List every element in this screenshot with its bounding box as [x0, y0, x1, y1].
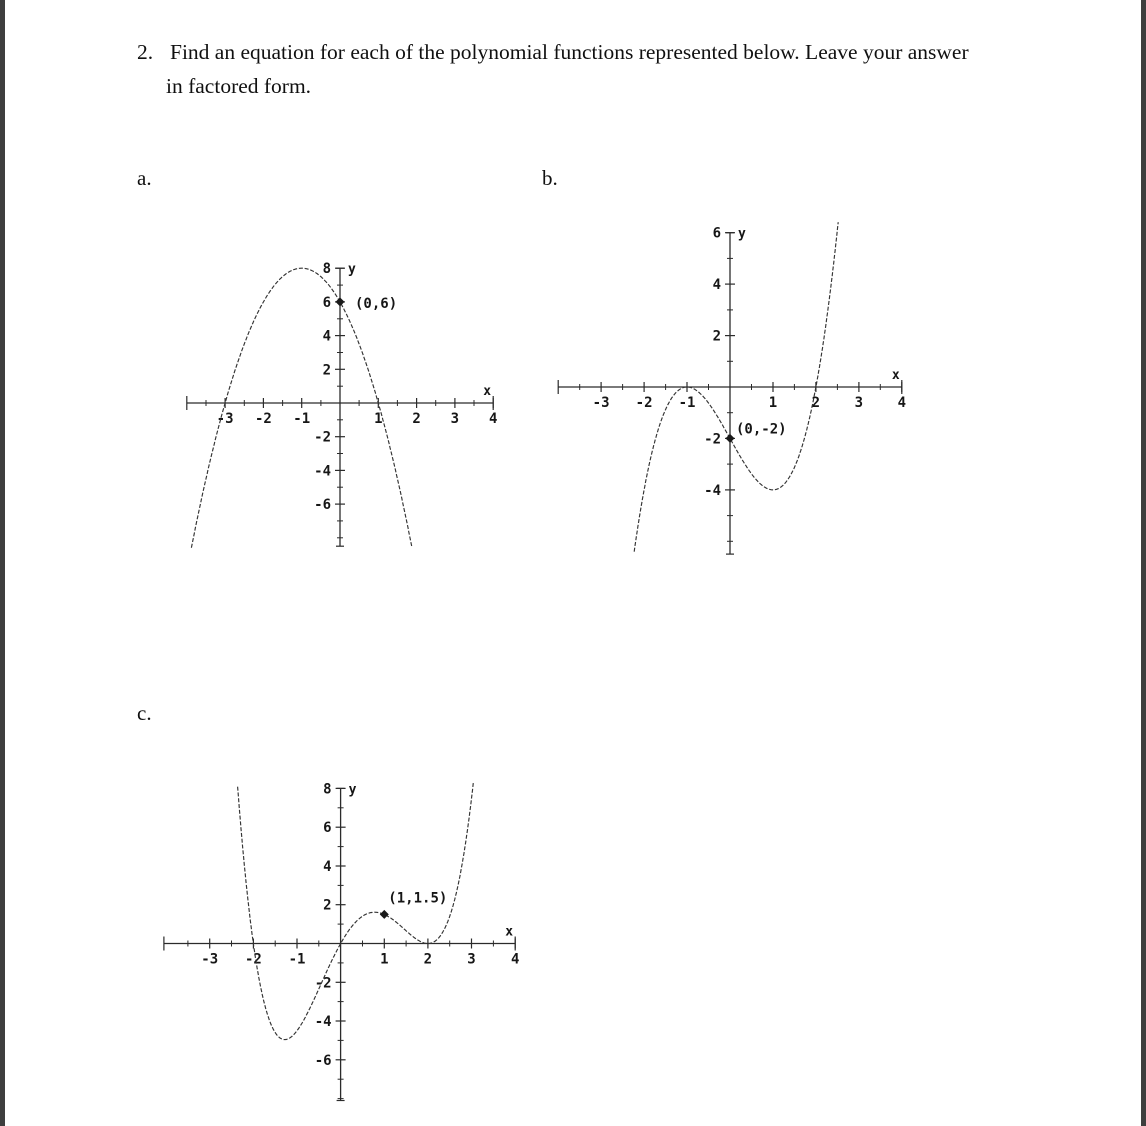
graph-b: [541, 207, 919, 567]
x-axis-tick-label: -3: [201, 951, 219, 968]
graph-a: [160, 248, 520, 558]
y-axis-label: y: [348, 782, 357, 798]
y-axis-tick-label: 6: [322, 294, 331, 311]
y-axis-label: y: [348, 262, 356, 278]
x-axis-tick-label: 4: [897, 395, 907, 411]
x-axis-tick-label: -2: [254, 411, 272, 427]
data-point-label: (0,6): [355, 295, 398, 312]
y-axis-tick-label: -4: [314, 1014, 332, 1030]
y-axis-tick-label: 4: [322, 328, 331, 345]
x-axis-tick-label: -3: [592, 395, 610, 411]
y-axis-tick-label: 6: [712, 225, 721, 242]
y-axis-tick-label: 2: [322, 362, 331, 379]
section-label-c: c.: [137, 701, 152, 725]
x-axis-tick-label: 3: [467, 951, 476, 968]
graph-b-canvas: [541, 207, 919, 567]
x-axis-tick-label: 1: [380, 951, 389, 968]
section-label-a: a.: [137, 166, 152, 190]
y-axis-tick-label: 4: [712, 277, 721, 294]
graph-a-canvas: [160, 248, 520, 558]
data-point-label: (1,1.5): [388, 890, 448, 907]
y-axis-tick-label: 2: [712, 328, 721, 345]
y-axis-tick-label: -2: [704, 431, 721, 448]
x-axis-tick-label: -1: [678, 395, 696, 411]
x-axis-tick-label: 3: [450, 411, 460, 427]
x-axis-tick-label: 3: [854, 395, 864, 411]
x-axis-tick-label: -1: [288, 951, 306, 968]
question-number: 2.: [137, 40, 154, 64]
data-point-marker: [380, 910, 389, 919]
y-axis-tick-label: -4: [704, 482, 721, 499]
x-axis-tick-label: -2: [244, 951, 262, 968]
x-axis-tick-label: -3: [216, 411, 234, 427]
function-curve: [238, 783, 474, 1040]
y-axis-tick-label: -2: [314, 975, 332, 992]
y-axis-label: y: [738, 226, 746, 242]
x-axis-tick-label: 1: [374, 411, 383, 427]
x-axis-tick-label: -2: [635, 395, 653, 411]
question-line2: in factored form.: [166, 74, 312, 98]
y-axis-tick-label: 6: [323, 820, 332, 837]
question-line1: Find an equation for each of the polynomial functions represented below. Leave your answer: [170, 40, 969, 64]
page-edge-right: [1141, 0, 1146, 1126]
section-label-b: b.: [542, 166, 558, 190]
y-axis-tick-label: 8: [323, 781, 332, 798]
x-axis-tick-label: 2: [423, 951, 433, 968]
x-axis-label: x: [505, 924, 514, 940]
x-axis-tick-label: -1: [293, 411, 311, 427]
x-axis-tick-label: 4: [510, 951, 520, 968]
y-axis-tick-label: -2: [314, 429, 331, 446]
question-block: [137, 40, 1037, 99]
data-point-marker: [336, 297, 345, 306]
y-axis-tick-label: -6: [314, 497, 331, 514]
y-axis-tick-label: 2: [323, 897, 332, 914]
x-axis-tick-label: 4: [488, 411, 498, 427]
x-axis-tick-label: 2: [811, 395, 821, 411]
x-axis-label: x: [483, 384, 492, 399]
y-axis-tick-label: 4: [323, 859, 332, 875]
y-axis-tick-label: -6: [314, 1052, 332, 1069]
graph-c-canvas: [153, 771, 537, 1116]
y-axis-tick-label: 8: [322, 261, 331, 278]
page-edge-left: [0, 0, 5, 1126]
graph-c: [153, 771, 537, 1116]
x-axis-tick-label: 2: [412, 411, 421, 427]
x-axis-tick-label: 1: [768, 395, 778, 411]
data-point-label: (0,-2): [736, 421, 787, 438]
y-axis-tick-label: -4: [314, 463, 331, 480]
data-point-marker: [726, 434, 735, 443]
x-axis-label: x: [891, 368, 900, 383]
